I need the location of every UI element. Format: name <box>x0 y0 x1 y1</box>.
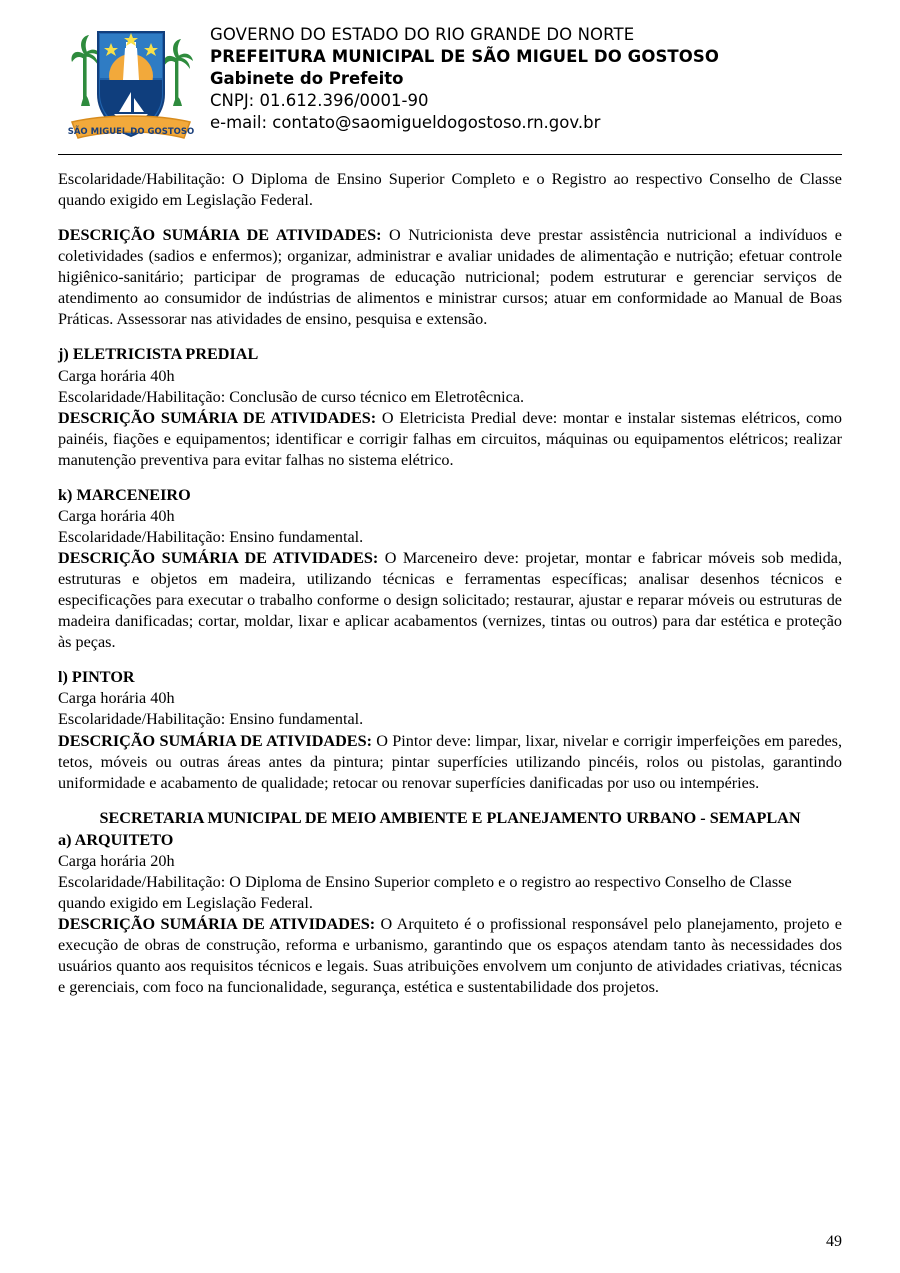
header-line-office: Gabinete do Prefeito <box>210 68 404 88</box>
paragraph-escolaridade-nutricionista: Escolaridade/Habilitação: O Diploma de Ensino Superior Completo e o Registro ao respectivo Conselho de Classe quando exigido em Legislação Federal. <box>58 170 842 210</box>
eletricista-carga-horaria: Carga horária 40h <box>58 366 175 385</box>
svg-text:SÃO MIGUEL DO GOSTOSO: SÃO MIGUEL DO GOSTOSO <box>67 127 195 137</box>
heading-marceneiro: k) MARCENEIRO <box>58 485 191 504</box>
text-descricao-pintor: O Pintor deve: limpar, lixar, nivelar e corrigir imperfeições em paredes, tetos, móveis ou outras áreas antes da pintura; pintar superfícies utilizando pincéis, rolos ou pistolas, garantindo uniformidade e acabamento de qualidade; retocar ou renovar superfícies danificadas por uso ou intempéries. <box>58 731 842 792</box>
heading-pintor: l) PINTOR <box>58 668 135 687</box>
document-header <box>58 18 842 148</box>
block-marceneiro <box>58 485 842 548</box>
secretaria-heading-wrapper <box>58 808 842 828</box>
marceneiro-carga-horaria: Carga horária 40h <box>58 506 175 525</box>
text-descricao-eletricista: O Eletricista Predial deve: montar e instalar sistemas elétricos, como painéis, fiações e equipamentos; identificar e corrigir falhas em circuitos, máquinas ou equipamentos elétricos; realizar manutenção preventiva para evitar falhas no sistema elétrico. <box>58 408 843 469</box>
heading-arquiteto: a) ARQUITETO <box>58 830 174 849</box>
paragraph-descricao-eletricista <box>58 408 842 471</box>
header-line-cnpj: CNPJ: 01.612.396/0001-90 <box>210 90 429 110</box>
paragraph-descricao-nutricionista <box>58 225 842 330</box>
label-descricao-sumaria: DESCRIÇÃO SUMÁRIA DE ATIVIDADES: <box>58 549 379 567</box>
header-divider <box>58 154 842 155</box>
text-descricao-nutricionista: O Nutricionista deve prestar assistência nutricional a indivíduos e coletividades (sadios e enfermos); organizar, administrar e avaliar unidades de alimentação e nutrição; efetuar controle higiênico-sanitário; participar de programas de educação nutricional; podem estruturar e gerenciar serviços de atendimento ao consumidor de indústrias de alimentos e ministrar cursos; atuar em conformidade ao Manual de Boas Práticas. Assessorar nas atividades de ensino, pesquisa e extensão. <box>58 226 842 329</box>
text-descricao-arquiteto: O Arquiteto é o profissional responsável pelo planejamento, projeto e execução de obras de construção, reforma e urbanismo, garantindo que os espaços atendam tanto às necessidades dos usuários quanto aos requisitos técnicos e legais. Suas atribuições envolvem um conjunto de atividades criativas, técnicas e gerenciais, com foco na funcionalidade, segurança, estética e sustentabilidade dos projetos. <box>58 915 842 997</box>
heading-secretaria-semaplan: SECRETARIA MUNICIPAL DE MEIO AMBIENTE E PLANEJAMENTO URBANO - SEMAPLAN <box>99 808 801 827</box>
header-line-state: GOVERNO DO ESTADO DO RIO GRANDE DO NORTE <box>210 25 635 44</box>
label-descricao-sumaria: DESCRIÇÃO SUMÁRIA DE ATIVIDADES: <box>58 226 382 245</box>
paragraph-descricao-arquiteto <box>58 914 842 998</box>
label-descricao-sumaria: DESCRIÇÃO SUMÁRIA DE ATIVIDADES: <box>58 731 372 750</box>
header-line-city: PREFEITURA MUNICIPAL DE SÃO MIGUEL DO GOSTOSO <box>210 46 720 66</box>
arquiteto-carga-horaria: Carga horária 20h <box>58 852 175 870</box>
text-descricao-marceneiro: O Marceneiro deve: projetar, montar e fabricar móveis sob medida, estruturas e objetos em madeira, utilizando técnicas e ferramentas específicas; analisar desenhos técnicos e especificações para executar o trabalho conforme o design solicitado; restaurar, ajustar e reparar móveis ou estruturas de madeira danificadas; cortar, moldar, lixar e aplicar acabamentos (vernizes, tintas ou outros) para dar estética e proteção às peças. <box>58 549 842 652</box>
page-number: 49 <box>826 1233 842 1250</box>
label-descricao-sumaria: DESCRIÇÃO SUMÁRIA DE ATIVIDADES: <box>58 915 376 934</box>
header-line-email: e-mail: contato@saomigueldogostoso.rn.gov.br <box>210 112 601 132</box>
marceneiro-escolaridade: Escolaridade/Habilitação: Ensino fundamental. <box>58 527 364 546</box>
header-text-block <box>210 18 719 134</box>
paragraph-descricao-marceneiro <box>58 548 842 653</box>
block-eletricista <box>58 344 842 407</box>
pintor-carga-horaria: Carga horária 40h <box>58 689 175 708</box>
coat-of-arms-icon <box>66 18 196 148</box>
arquiteto-escolaridade: Escolaridade/Habilitação: O Diploma de Ensino Superior completo e o registro ao respectivo Conselho de Classe quando exigido em Legislação Federal. <box>58 873 792 913</box>
paragraph-descricao-pintor <box>58 731 842 794</box>
block-pintor <box>58 667 842 730</box>
label-descricao-sumaria: DESCRIÇÃO SUMÁRIA DE ATIVIDADES: <box>58 408 377 427</box>
heading-eletricista-predial: j) ELETRICISTA PREDIAL <box>58 345 259 364</box>
block-arquiteto <box>58 830 842 914</box>
pintor-escolaridade: Escolaridade/Habilitação: Ensino fundamental. <box>58 710 364 729</box>
eletricista-escolaridade: Escolaridade/Habilitação: Conclusão de curso técnico em Eletrotêcnica. <box>58 387 525 406</box>
document-body <box>58 169 842 998</box>
